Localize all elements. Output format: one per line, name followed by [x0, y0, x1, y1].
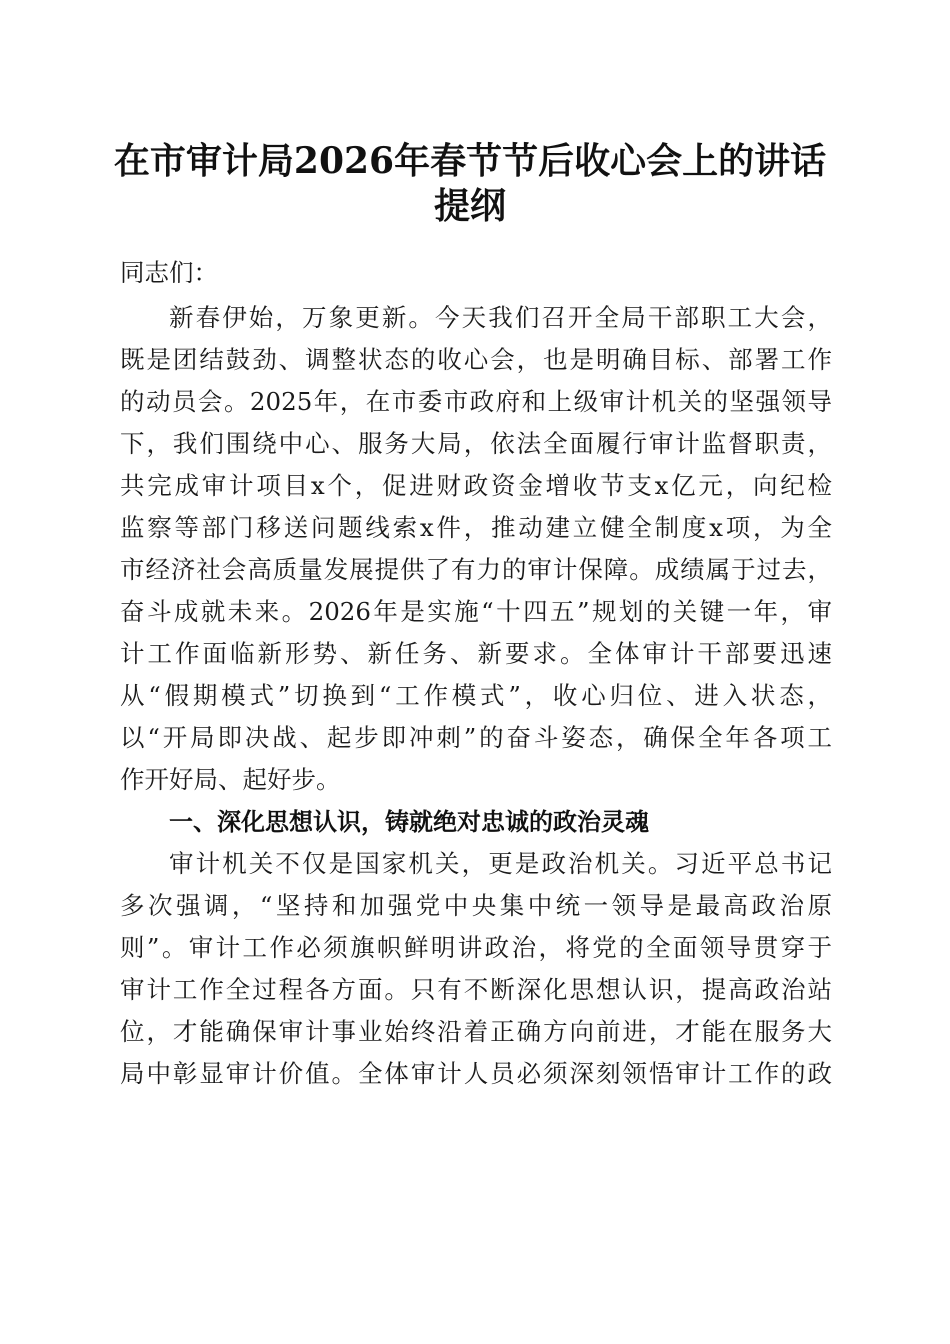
- paragraph-1: [120, 297, 832, 801]
- paragraph-line: 则”。审计工作必须旗帜鲜明讲政治，将党的全面领导贯穿于: [120, 933, 832, 962]
- paragraph-line: 市经济社会高质量发展提供了有力的审计保障。成绩属于过去，: [120, 555, 832, 584]
- paragraph-line: 计工作面临新形势、新任务、新要求。全体审计干部要迅速: [120, 639, 832, 668]
- salutation: 同志们：: [120, 258, 218, 287]
- paragraph-line: 审计工作全过程各方面。只有不断深化思想认识，提高政治站: [120, 975, 832, 1004]
- paragraph-line: 既是团结鼓劲、调整状态的收心会，也是明确目标、部署工作: [120, 345, 832, 374]
- section-heading-1: 一、深化思想认识，铸就绝对忠诚的政治灵魂: [169, 808, 649, 836]
- paragraph-line: 位，才能确保审计事业始终沿着正确方向前进，才能在服务大: [120, 1017, 832, 1046]
- paragraph-line: 监察等部门移送问题线索x件，推动建立健全制度x项，为全: [120, 513, 832, 542]
- document-title-line-1: 在市审计局2026年春节节后收心会上的讲话: [113, 140, 827, 182]
- document-title-line-2: 提纲: [433, 185, 506, 227]
- paragraph-line: 从“假期模式”切换到“工作模式”，收心归位、进入状态，: [120, 681, 832, 710]
- paragraph-line: 多次强调，“坚持和加强党中央集中统一领导是最高政治原: [120, 891, 832, 920]
- paragraph-line: 作开好局、起好步。: [120, 765, 341, 794]
- paragraph-line: 审计机关不仅是国家机关，更是政治机关。习近平总书记: [169, 849, 832, 878]
- document-body: [120, 252, 832, 1095]
- paragraph-line: 新春伊始，万象更新。今天我们召开全局干部职工大会，: [169, 303, 832, 332]
- paragraph-line: 以“开局即决战、起步即冲刺”的奋斗姿态，确保全年各项工: [120, 723, 832, 752]
- paragraph-line: 下，我们围绕中心、服务大局，依法全面履行审计监督职责，: [120, 429, 832, 458]
- paragraph-2: [120, 843, 832, 1095]
- paragraph-line: 局中彰显审计价值。全体审计人员必须深刻领悟审计工作的政: [120, 1059, 832, 1088]
- paragraph-line: 的动员会。2025年，在市委市政府和上级审计机关的坚强领导: [120, 387, 832, 416]
- paragraph-line: 共完成审计项目x个，促进财政资金增收节支x亿元，向纪检: [120, 471, 832, 500]
- paragraph-line: 奋斗成就未来。2026年是实施“十四五”规划的关键一年，审: [120, 597, 832, 626]
